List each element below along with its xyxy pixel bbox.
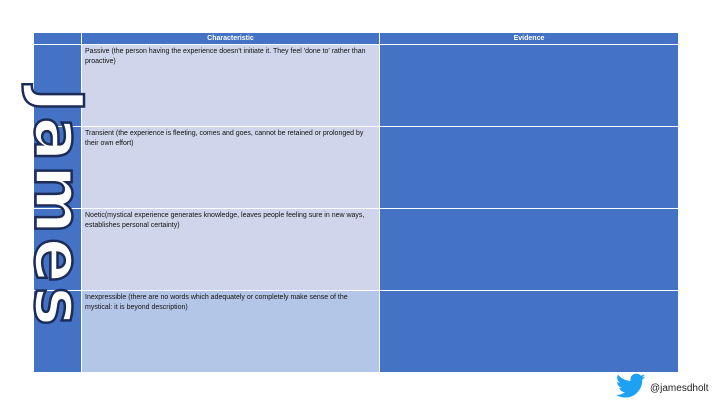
characteristic-cell-transient: Transient (the experience is fleeting, comes and goes, cannot be retained or prolonged by their own effort): [82, 127, 380, 209]
characteristic-cell-passive: Passive (the person having the experience doesn't initiate it. They feel 'done to' rather than proactive): [82, 45, 380, 127]
characteristic-cell-noetic: Noetic(mystical experience generates knowledge, leaves people feeling sure in new ways, establishes personal certainty): [82, 209, 380, 291]
twitter-bird-icon: [616, 373, 646, 404]
side-cell-1: [34, 45, 82, 127]
side-cell-3: [34, 209, 82, 291]
twitter-credit: [616, 373, 709, 404]
header-side: [34, 33, 82, 45]
side-cell-2: [34, 127, 82, 209]
header-characteristic: Characteristic: [82, 33, 380, 45]
side-cell-4: [34, 291, 82, 373]
header-evidence: Evidence: [380, 33, 678, 45]
characteristics-table: [19, 33, 678, 373]
evidence-cell-inexpressible[interactable]: [380, 291, 678, 373]
evidence-cell-transient[interactable]: [380, 127, 678, 209]
evidence-cell-noetic[interactable]: [380, 209, 678, 291]
evidence-cell-passive[interactable]: [380, 45, 678, 127]
side-label-james: James: [19, 88, 97, 330]
characteristic-cell-inexpressible: Inexpressible (there are no words which adequately or completely make sense of the mystical: it is beyond description): [82, 291, 380, 373]
twitter-handle: @jamesdholt: [650, 383, 709, 394]
